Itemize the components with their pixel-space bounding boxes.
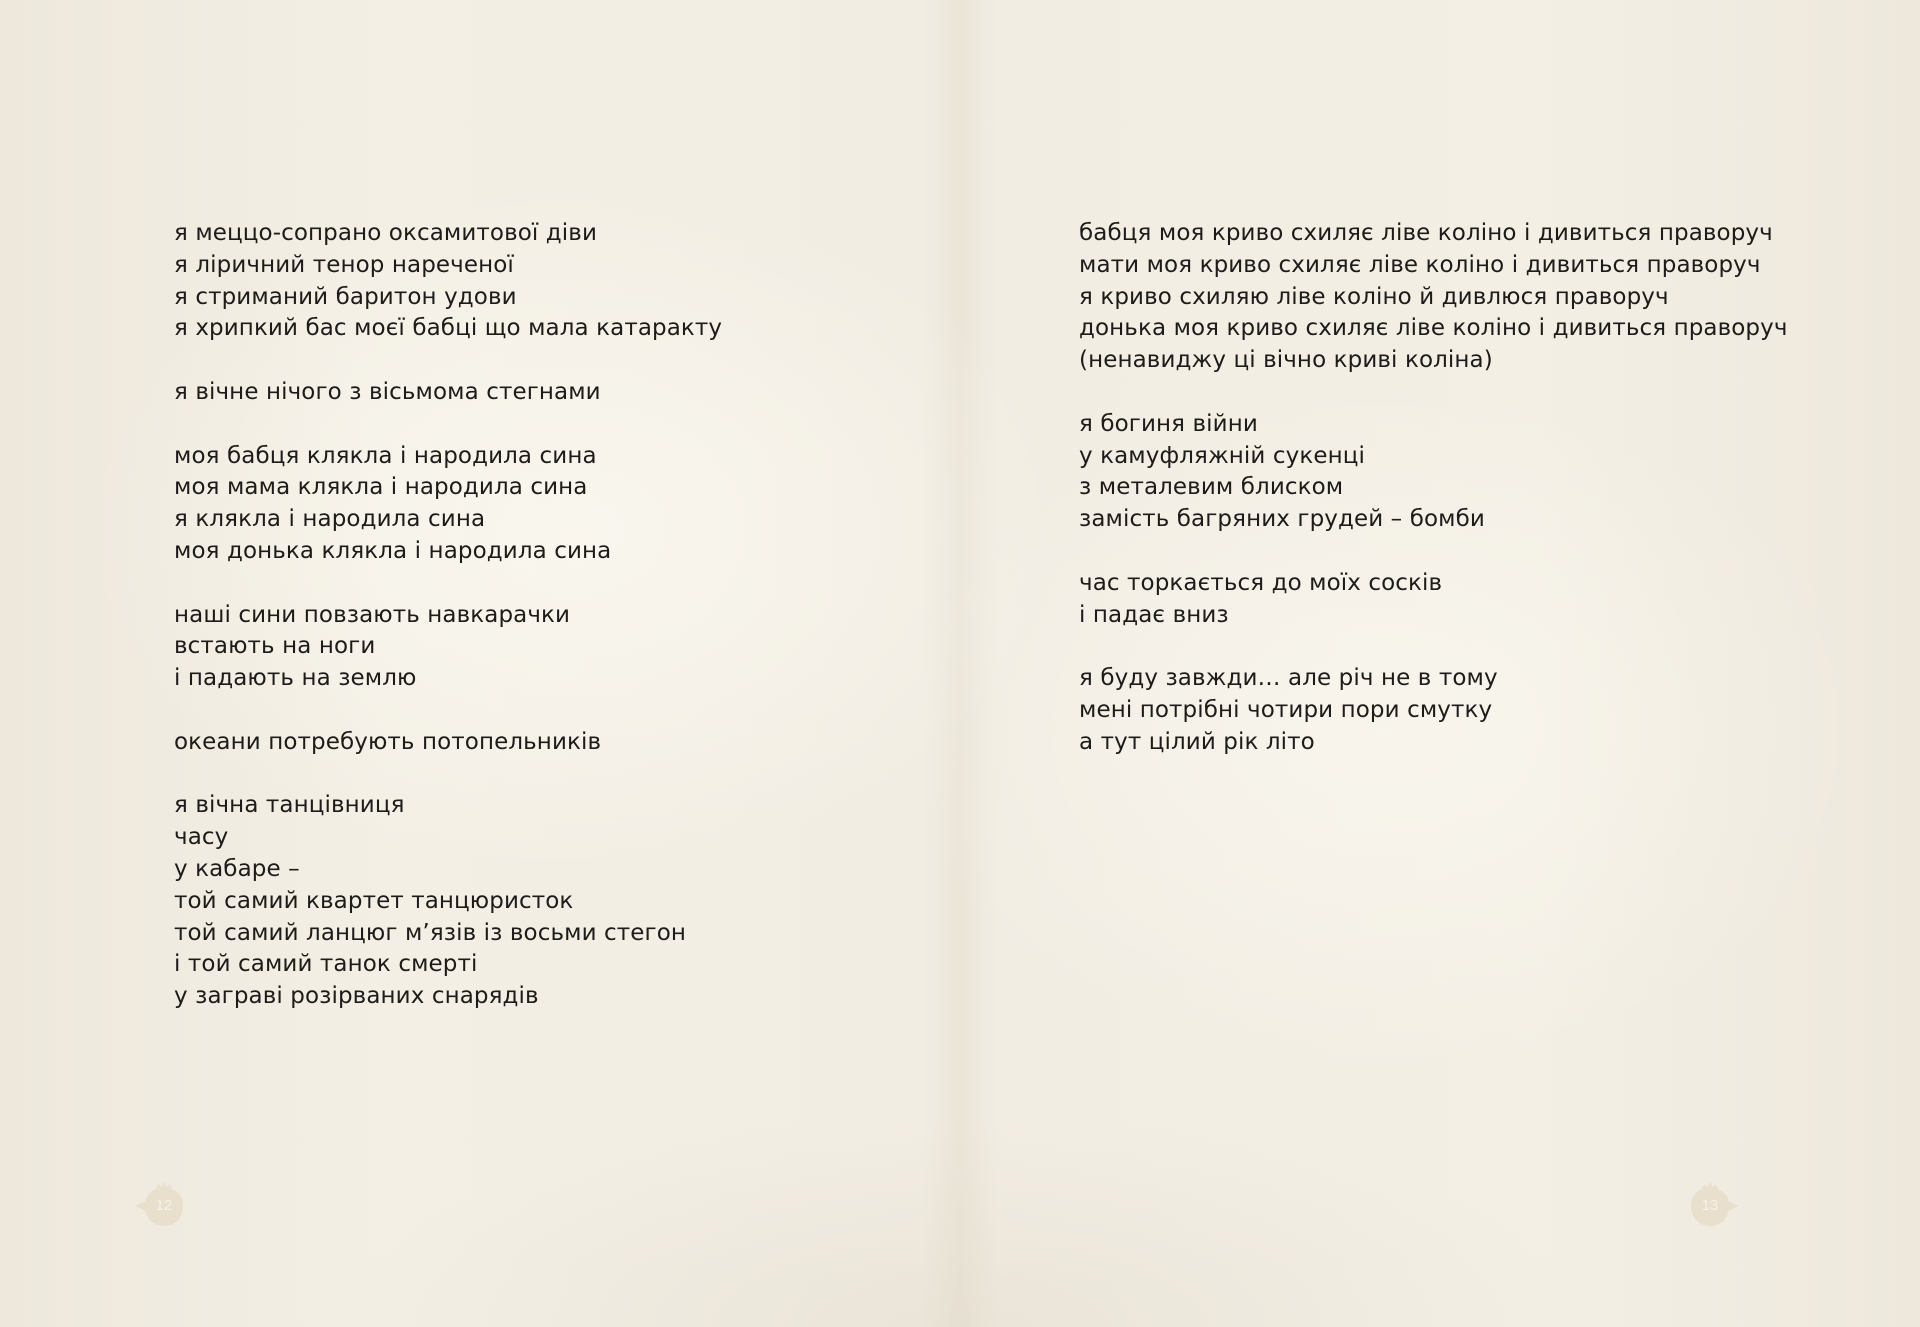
poem-line: час торкається до моїх сосків xyxy=(1079,569,1443,596)
poem-line: а тут цілий рік літо xyxy=(1079,728,1315,755)
page-number-text: 12 xyxy=(155,1197,173,1214)
poem-line: у заграві розірваних снарядів xyxy=(174,983,539,1010)
poem-line: у кабаре – xyxy=(174,855,300,882)
poem-line: замість багряних грудей – бомби xyxy=(1079,506,1485,533)
poem-line: бабця моя криво схиляє ліве коліно і дивиться праворуч xyxy=(1079,220,1773,246)
page-number-left xyxy=(131,1180,197,1232)
stanza xyxy=(1079,568,1788,632)
poem-line: моя донька клякла і народила сина xyxy=(174,537,612,564)
poem-line: я криво схиляю ліве коліно й дивлюся праворуч xyxy=(1079,283,1669,310)
poem-line: я ліричний тенор нареченої xyxy=(174,251,514,278)
poem-line: і падає вниз xyxy=(1079,601,1229,628)
poem-line: океани потребують потопельників xyxy=(174,728,602,755)
poem-line: мені потрібні чотири пори смутку xyxy=(1079,696,1493,723)
poem-left xyxy=(174,218,722,1013)
stanza xyxy=(174,727,722,759)
stanza xyxy=(174,790,722,1013)
poem-line: донька моя криво схиляє ліве коліно і дивиться праворуч xyxy=(1079,315,1788,342)
poem-line: я клякла і народила сина xyxy=(174,506,486,533)
poem-line: я меццо-сопрано оксамитової діви xyxy=(174,220,597,246)
poem-line: я вічне нічого з вісьмома стегнами xyxy=(174,378,601,405)
poem-line: встають на ноги xyxy=(174,633,376,660)
right-page xyxy=(960,0,1920,1327)
stanza xyxy=(174,441,722,568)
stanza xyxy=(1079,218,1788,377)
stanza xyxy=(174,600,722,695)
poem-line: (ненавиджу ці вічно криві коліна) xyxy=(1079,347,1493,374)
poem-line: я буду завжди… але річ не в тому xyxy=(1079,665,1498,692)
poem-line: і той самий танок смерті xyxy=(174,951,478,978)
poem-right xyxy=(1079,218,1788,759)
stanza xyxy=(174,377,722,409)
poem-line: я вічна танцівниця xyxy=(174,792,405,819)
poem-line: моя мама клякла і народила сина xyxy=(174,474,588,501)
poem-line: і падають на землю xyxy=(174,665,417,692)
stanza xyxy=(1079,409,1788,536)
stanza xyxy=(1079,663,1788,758)
poem-line: я хрипкий бас моєї бабці що мала катаракту xyxy=(174,315,723,342)
poem-line: моя бабця клякла і народила сина xyxy=(174,442,597,469)
poem-line: у камуфляжній сукенці xyxy=(1079,442,1365,469)
poem-line: я богиня війни xyxy=(1079,410,1258,437)
poem-line: часу xyxy=(174,824,229,851)
poem-line: з металевим блиском xyxy=(1079,474,1344,501)
poem-line: той самий квартет танцюристок xyxy=(174,887,574,914)
stanza xyxy=(174,218,722,345)
poem-line: наші сини повзають навкарачки xyxy=(174,601,571,628)
page-number-text: 13 xyxy=(1701,1197,1719,1214)
poem-line: я стриманий баритон удови xyxy=(174,283,517,310)
poem-line: той самий ланцюг м’язів із восьми стегон xyxy=(174,919,687,946)
poem-line: мати моя криво схиляє ліве коліно і дивиться праворуч xyxy=(1079,251,1761,278)
page-number-right xyxy=(1677,1180,1743,1232)
